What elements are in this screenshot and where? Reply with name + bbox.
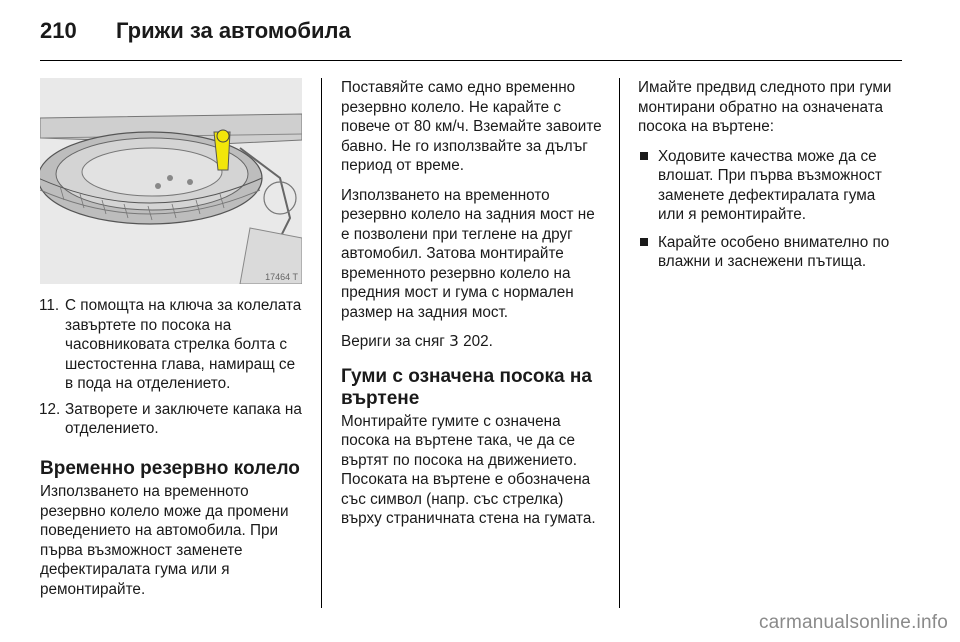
step-text: С помощта на ключа за колелата завъртете по посока на часовниковата стрелка болта с шестостенна глава, намиращ се в пода на отделението.: [65, 297, 302, 392]
watermark: carmanualsonline.info: [758, 612, 948, 633]
column-2: [341, 78, 603, 539]
paragraph: Монтирайте гумите с означена посока на въртене така, че да се въртят по посока на движението. Посоката на въртене е обозначена със символ (напр. със стрелка) върху страничната стена на гумата.: [341, 412, 596, 527]
step-number: 11.: [39, 297, 60, 314]
column-divider-1: [321, 78, 322, 608]
section-heading: Временно резервно колело: [40, 458, 300, 479]
section-temporary-spare: [40, 458, 302, 609]
spare-wheel-illustration: [40, 78, 302, 284]
step-item: [40, 296, 302, 394]
page-title: Грижи за автомобила: [116, 18, 351, 43]
bullet-item: Ходовите качества може да се влошат. При първа възможност заменете дефектиралата гума или я ремонтирайте.: [638, 147, 904, 225]
figure-id: 17464 T: [265, 272, 298, 282]
page-reference-arrow-icon: 3: [449, 332, 459, 350]
section-heading: Гуми с означена посока на въртене: [341, 365, 592, 409]
page-reference-link[interactable]: 202.: [463, 333, 493, 350]
paragraph: Имайте предвид следното при гуми монтирани обратно на означената посока на въртене:: [638, 79, 892, 135]
step-number: 12.: [39, 400, 61, 418]
steps-list: [40, 296, 302, 445]
section-body: Използването на временното резервно колело може да промени поведението на автомобила. При първа възможност заменете дефектиралата гума или я ремонтирайте.: [40, 483, 289, 598]
paragraph: Използването на временното резервно колело на задния мост не е позволени при теглене на друг автомобил. Затова монтирайте временното резервно колело на предния мост и гума с нормален размер на задния мост.: [341, 186, 595, 321]
header-rule: [40, 60, 902, 61]
square-bullet-icon: [640, 238, 648, 246]
page-header: [40, 12, 900, 52]
column-divider-2: [619, 78, 620, 608]
page-number: 210: [40, 18, 77, 43]
paragraph: Поставяйте само едно временно резервно колело. Не карайте с повече от 80 км/ч. Вземайте завоите бавно. Не го използвайте за дълъг период от време.: [341, 79, 602, 174]
spare-wheel-drawing: [40, 78, 302, 284]
square-bullet-icon: [640, 152, 648, 160]
bullet-item: Карайте особено внимателно по влажни и заснежени пътища.: [638, 233, 904, 272]
column-3: [638, 78, 904, 280]
step-item: [40, 400, 302, 439]
step-text: Затворете и заключете капака на отделението.: [65, 400, 302, 437]
snow-chains-reference: Вериги за сняг 3 202.: [341, 332, 493, 350]
